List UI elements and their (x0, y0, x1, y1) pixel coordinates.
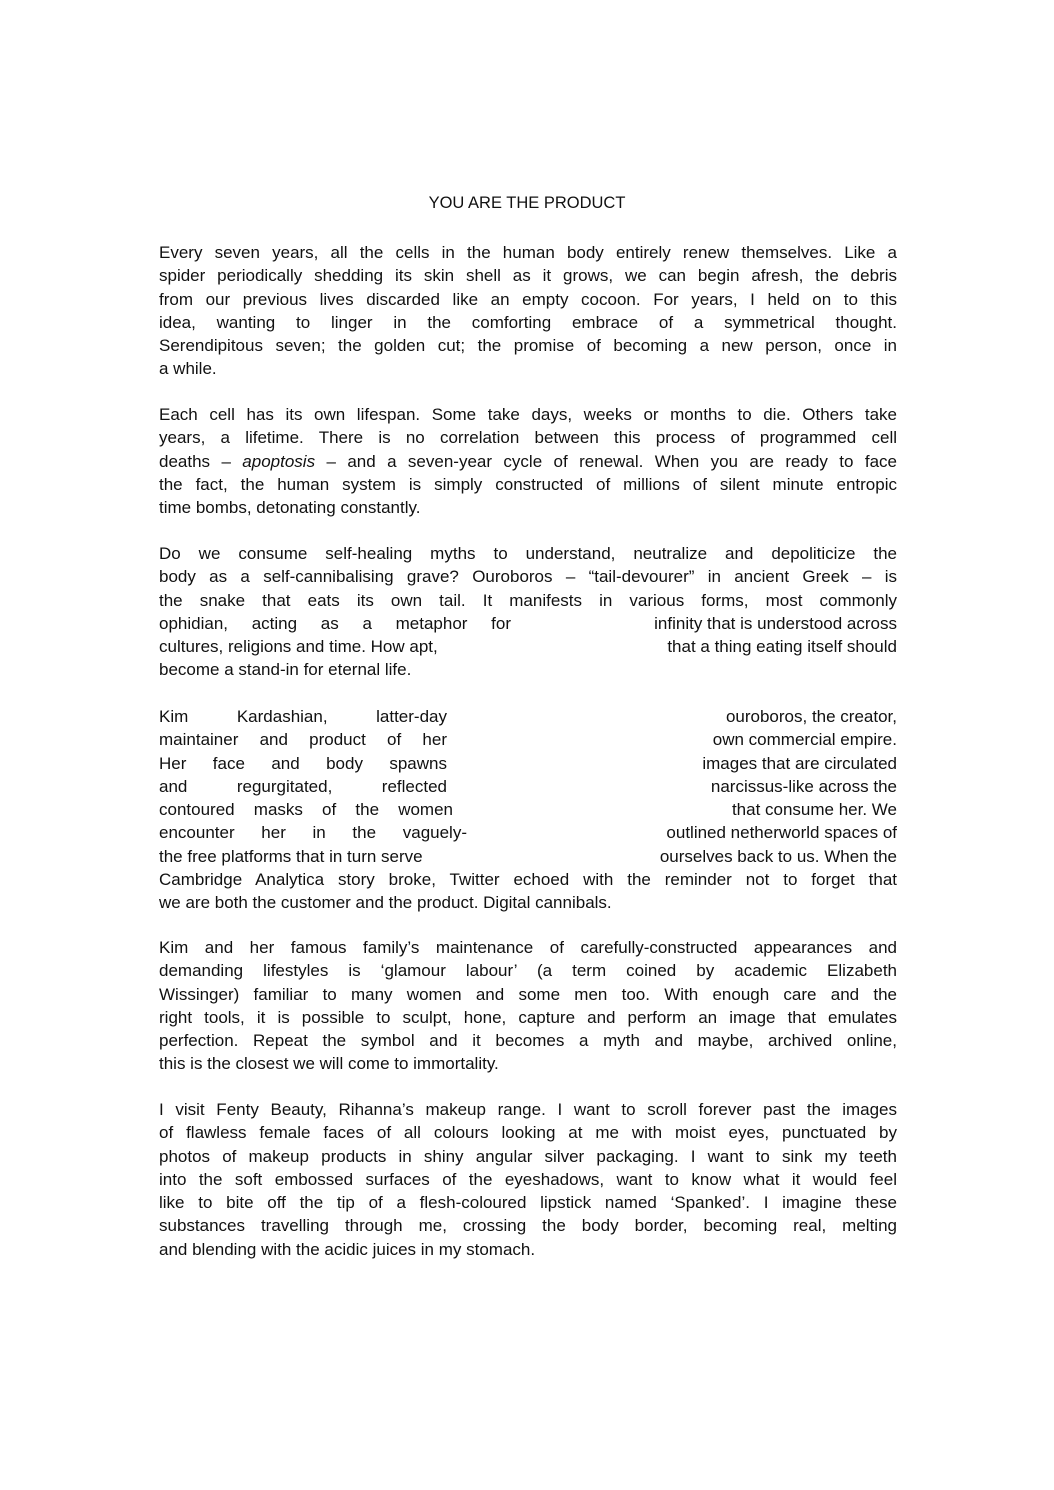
paragraph-3 (159, 542, 897, 682)
text-left-segment: encounter her in the vaguely- (159, 823, 467, 843)
text-line: Cambridge Analytica story broke, Twitter echoed with the reminder not to forget that (159, 870, 897, 890)
text-fragment: deaths – (159, 451, 243, 471)
text-left-segment: maintainer and product of her (159, 730, 447, 750)
split-text-line (159, 705, 897, 728)
text-right-segment: ouroboros, the creator, (725, 707, 897, 726)
text-line: idea, wanting to linger in the comforting embrace of a symmetrical thought. (159, 312, 897, 332)
text-line: right tools, it is possible to sculpt, hone, capture and perform an image that emulates (159, 1007, 897, 1027)
split-text-line (159, 752, 897, 775)
text-line: photos of makeup products in shiny angular silver packaging. I want to sink my teeth (159, 1146, 897, 1166)
split-text-line (159, 775, 897, 798)
text-right-segment: narcissus-like across the (710, 776, 897, 796)
text-line: a while. (159, 359, 217, 379)
text-line: like to bite off the tip of a flesh-coloured lipstick named ‘Spanked’. I imagine these (159, 1193, 897, 1213)
text-line (159, 450, 897, 473)
text-line: time bombs, detonating constantly. (159, 498, 421, 518)
text-left-segment: and regurgitated, reflected (159, 776, 447, 796)
text-right-segment: infinity that is understood across (654, 613, 897, 633)
text-line: substances travelling through me, crossing the body border, becoming real, melting (159, 1216, 897, 1236)
text-line: from our previous lives discarded like an empty cocoon. For years, I held on to this (159, 289, 897, 309)
paragraph-2 (159, 403, 897, 519)
text-line: spider periodically shedding its skin shell as it grows, we can begin afresh, the debris (159, 266, 897, 286)
text-left-segment: the free platforms that in turn serve (159, 846, 423, 866)
text-line: the fact, the human system is simply constructed of millions of silent minute entropic (159, 474, 897, 494)
split-text-line (159, 798, 897, 821)
text-line: Kim and her famous family’s maintenance of carefully-constructed appearances and (159, 938, 897, 957)
text-left-segment: contoured masks of the women (159, 800, 453, 820)
text-line: we are both the customer and the product. Digital cannibals. (159, 893, 612, 913)
text-right-segment: ourselves back to us. When the (659, 846, 897, 866)
text-line: this is the closest we will come to immortality. (159, 1054, 499, 1074)
text-line: Each cell has its own lifespan. Some take days, weeks or months to die. Others take (159, 405, 897, 424)
text-line: the snake that eats its own tail. It manifests in various forms, most commonly (159, 590, 897, 610)
text-right-segment: that consume her. We (731, 800, 897, 820)
italic-term: apoptosis (242, 451, 316, 471)
paragraph-4 (159, 705, 897, 915)
text-line: become a stand-in for eternal life. (159, 660, 412, 680)
text-right-segment: own commercial empire. (712, 730, 897, 750)
text-line: and blending with the acidic juices in my stomach. (159, 1239, 536, 1259)
text-left-segment: Her face and body spawns (159, 753, 447, 773)
text-left-segment: cultures, religions and time. How apt, (159, 637, 438, 657)
text-left-segment: Kim Kardashian, latter-day (159, 707, 447, 726)
text-line: I visit Fenty Beauty, Rihanna’s makeup range. I want to scroll forever past the images (159, 1100, 897, 1119)
text-line: Serendipitous seven; the golden cut; the promise of becoming a new person, once in (159, 336, 897, 356)
text-right-segment: that a thing eating itself should (667, 637, 897, 657)
split-text-line (159, 635, 897, 658)
text-fragment: – and a seven-year cycle of renewal. When you are ready to face (315, 451, 897, 471)
split-text-line (159, 728, 897, 751)
text-line: perfection. Repeat the symbol and it becomes a myth and maybe, archived online, (159, 1031, 897, 1051)
text-left-segment: ophidian, acting as a metaphor for (159, 613, 511, 633)
split-text-line (159, 845, 897, 868)
paragraph-1 (159, 241, 897, 381)
page-title: YOU ARE THE PRODUCT (428, 194, 626, 212)
split-text-line (159, 821, 897, 844)
text-right-segment: outlined netherworld spaces of (666, 823, 897, 843)
text-line: Every seven years, all the cells in the human body entirely renew themselves. Like a (159, 243, 897, 262)
text-line: demanding lifestyles is ‘glamour labour’ (a term coined by academic Elizabeth (159, 961, 897, 981)
text-right-segment: images that are circulated (702, 753, 897, 773)
text-line: Do we consume self-healing myths to understand, neutralize and depoliticize the (159, 544, 897, 563)
text-line: of flawless female faces of all colours looking at me with moist eyes, punctuated by (159, 1123, 897, 1143)
text-line: body as a self-cannibalising grave? Ouroboros – “tail-devourer” in ancient Greek – is (159, 567, 897, 587)
text-line: Wissinger) familiar to many women and some men too. With enough care and the (159, 984, 897, 1004)
text-line: years, a lifetime. There is no correlation between this process of programmed cell (159, 428, 897, 448)
split-text-line (159, 612, 897, 635)
paragraph-6 (159, 1098, 897, 1261)
paragraph-5 (159, 936, 897, 1076)
text-line: into the soft embossed surfaces of the eyeshadows, want to know what it would feel (159, 1169, 897, 1189)
